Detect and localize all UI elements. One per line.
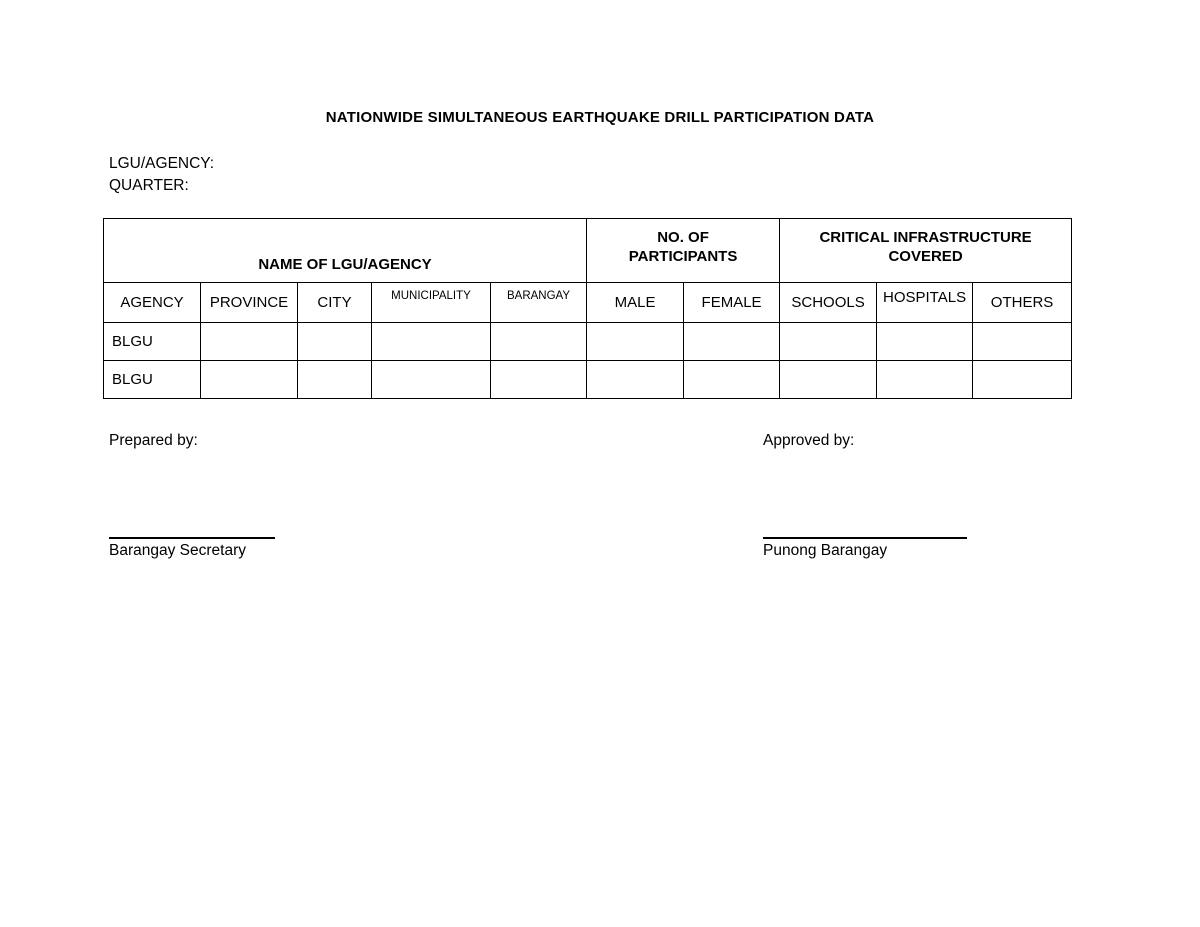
approved-by-label: Approved by:: [763, 432, 855, 449]
column-header-row: [104, 283, 1072, 323]
infrastructure-header: [780, 219, 1072, 283]
column-header-barangay: BARANGAY: [491, 283, 587, 323]
hospitals-cell: [877, 323, 973, 361]
schools-cell: [780, 323, 877, 361]
others-cell: [973, 361, 1072, 399]
quarter-label: QUARTER:: [109, 177, 189, 194]
approved-by-role: Punong Barangay: [763, 542, 888, 559]
column-header-others: OTHERS: [973, 283, 1072, 323]
female-cell: [684, 361, 780, 399]
province-cell: [201, 361, 298, 399]
column-header-city: CITY: [298, 283, 372, 323]
barangay-cell: [491, 361, 587, 399]
city-cell: [298, 361, 372, 399]
name-of-lgu-header: [104, 219, 587, 283]
lgu-agency-label: LGU/AGENCY:: [109, 155, 215, 172]
participants-header-line2: PARTICIPANTS: [628, 248, 738, 265]
city-cell: [298, 323, 372, 361]
name-of-lgu-header-text: NAME OF LGU/AGENCY: [258, 256, 432, 273]
female-cell: [684, 323, 780, 361]
participation-table: [103, 218, 1072, 399]
barangay-cell: [491, 323, 587, 361]
column-header-hospitals: HOSPITALS: [877, 283, 973, 323]
column-header-agency: AGENCY: [104, 283, 201, 323]
table-row: [104, 361, 1072, 399]
municipality-cell: [372, 361, 491, 399]
infrastructure-header-line2: COVERED: [888, 248, 963, 265]
prepared-by-role: Barangay Secretary: [109, 542, 246, 559]
male-cell: [587, 361, 684, 399]
others-cell: [973, 323, 1072, 361]
approved-by-signature-line: [763, 537, 967, 539]
column-header-female: FEMALE: [684, 283, 780, 323]
hospitals-cell: [877, 361, 973, 399]
province-cell: [201, 323, 298, 361]
column-header-male: MALE: [587, 283, 684, 323]
prepared-by-signature-line: [109, 537, 275, 539]
group-header-row: [104, 219, 1072, 283]
male-cell: [587, 323, 684, 361]
schools-cell: [780, 361, 877, 399]
document-title: NATIONWIDE SIMULTANEOUS EARTHQUAKE DRILL PARTICIPATION DATA: [325, 109, 875, 126]
prepared-by-label: Prepared by:: [109, 432, 198, 449]
municipality-cell: [372, 323, 491, 361]
agency-cell: BLGU: [104, 323, 201, 361]
infrastructure-header-line1: CRITICAL INFRASTRUCTURE: [819, 229, 1032, 246]
agency-cell: BLGU: [104, 361, 201, 399]
table-row: [104, 323, 1072, 361]
participants-header-line1: NO. OF: [657, 229, 709, 246]
column-header-schools: SCHOOLS: [780, 283, 877, 323]
column-header-province: PROVINCE: [201, 283, 298, 323]
column-header-municipality: MUNICIPALITY: [372, 283, 491, 323]
participants-header: [587, 219, 780, 283]
